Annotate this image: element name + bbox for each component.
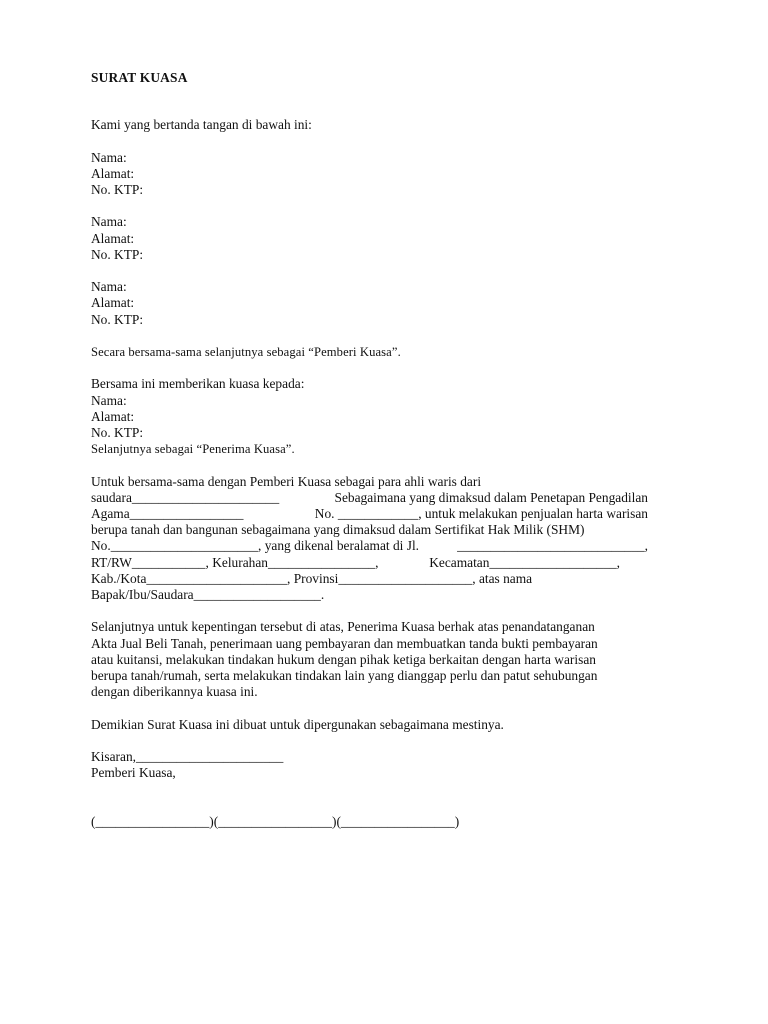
- place-date: Kisaran,______________________: [91, 748, 284, 764]
- receiver-nama: Nama:: [91, 392, 127, 408]
- intro-text: Kami yang bertanda tangan di bawah ini:: [91, 117, 312, 133]
- closing-statement: Demikian Surat Kuasa ini dibuat untuk dipergunakan sebagaimana mestinya.: [91, 716, 504, 732]
- para2-line-2b: Sebagaimana yang dimaksud dalam Penetapan Pengadilan: [334, 489, 648, 505]
- para2-line-7: Kab./Kota_____________________, Provinsi____________________, atas nama: [91, 570, 533, 586]
- para2-line-6a: RT/RW___________, Kelurahan________________,: [91, 554, 379, 570]
- receiver-intro: Bersama ini memberikan kuasa kepada:: [91, 376, 305, 392]
- giver-2-nama: Nama:: [91, 214, 127, 230]
- document-title: SURAT KUASA: [91, 70, 188, 85]
- receiver-alamat: Alamat:: [91, 408, 135, 424]
- para3-line-2: Akta Jual Beli Tanah, penerimaan uang pembayaran dan membuatkan tanda bukti pembayaran: [91, 635, 598, 651]
- receiver-statement: Selanjutnya sebagai “Penerima Kuasa”.: [91, 442, 295, 457]
- para2-line-6: [91, 555, 620, 571]
- para2-line-3: [91, 506, 648, 522]
- para2-line-3a: Agama_________________: [91, 505, 244, 521]
- receiver-ktp: No. KTP:: [91, 424, 144, 440]
- signature-blanks: (_________________)(_________________)(_________________): [91, 813, 460, 829]
- document-page: [91, 70, 691, 830]
- giver-2-ktp: No. KTP:: [91, 246, 144, 262]
- giver-1-nama: Nama:: [91, 149, 127, 165]
- para2-line-5b: ____________________________,: [457, 538, 648, 554]
- signer-label: Pemberi Kuasa,: [91, 765, 176, 781]
- giver-statement: Secara bersama-sama selanjutnya sebagai “Pemberi Kuasa”.: [91, 344, 401, 359]
- para2-line-1: Untuk bersama-sama dengan Pemberi Kuasa sebagai para ahli waris dari: [91, 473, 482, 489]
- giver-3-alamat: Alamat:: [91, 295, 135, 311]
- para2-line-2a: saudara______________________: [91, 489, 280, 505]
- para2-line-5: [91, 538, 648, 554]
- giver-1-ktp: No. KTP:: [91, 182, 144, 197]
- para2-line-8: Bapak/Ibu/Saudara___________________.: [91, 587, 325, 602]
- para2-line-5a: No.______________________, yang dikenal beralamat di Jl.: [91, 538, 420, 554]
- para3-line-1: Selanjutnya untuk kepentingan tersebut di atas, Penerima Kuasa berhak atas penandatanganan: [91, 619, 595, 635]
- para3-line-5: dengan diberikannya kuasa ini.: [91, 684, 258, 700]
- para3-line-4: berupa tanah/rumah, serta melakukan tindakan lain yang dianggap perlu dan patut sehubungan: [91, 668, 598, 683]
- para2-line-2: [91, 490, 648, 506]
- para2-line-4: berupa tanah dan bangunan sebagaimana yang dimaksud dalam Sertifikat Hak Milik (SHM): [91, 522, 585, 538]
- para3-line-3: atau kuitansi, melakukan tindakan hukum dengan pihak ketiga berkaitan dengan harta warisan: [91, 651, 596, 667]
- para2-line-3b: No. ____________, untuk melakukan penjualan harta warisan: [314, 505, 648, 521]
- giver-1-alamat: Alamat:: [91, 165, 135, 181]
- giver-3-ktp: No. KTP:: [91, 311, 144, 327]
- para2-line-6b: Kecamatan___________________,: [429, 554, 620, 570]
- giver-2-alamat: Alamat:: [91, 230, 135, 246]
- giver-3-nama: Nama:: [91, 279, 127, 295]
